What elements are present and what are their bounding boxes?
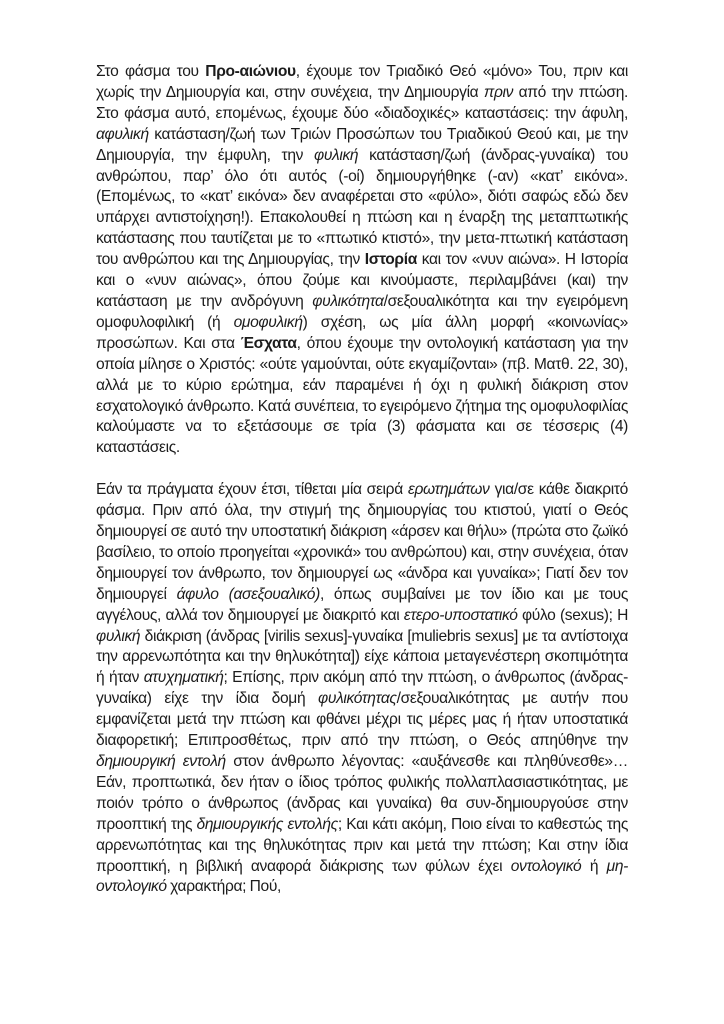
text-run: για/σε κάθε διακριτό φάσμα. Πριν από όλα, την στιγμή της δημιουργίας του κτιστού, γιατί ο Θεός δημιουργεί σε αυτό την υποστατική διάκριση «άρσεν και θήλυ» (πρώτα στο ζωϊκό βασίλειο, το οποίο προηγείται «χρονικά» του ανθρώπου) και, στην συνέχεια, όταν δημιουργεί τον άνθρωπο, τον δημιουργεί ως «άνδρα και γυναίκα»; Γιατί δεν τον δημιουργεί [96,481,628,603]
italic-term: πριν [483,83,514,101]
text-run: /σεξουαλικότητας με αυτήν που εμφανίζεται μετά την πτώση και φθάνει μέχρι τις μέρες μας ή ήταν υποστατικά διαφορετική; Επιπροσθέτως, πριν από την πτώση, ο Θεός απηύθηνε την [96,690,628,750]
italic-term: αφυλική [96,125,149,143]
italic-term: ερωτημάτων [407,481,490,499]
text-run: από την πτώση. Στο φάσμα αυτό, επομένως, έχουμε δύο «διαδοχικές» καταστάσεις: την άφυλη, [96,83,628,122]
text-run: Στο φάσμα του [96,63,206,80]
bold-term: Έσχατα [240,334,297,352]
text-run: ή [581,857,607,875]
italic-term: δημιουργική εντολή [96,753,226,770]
italic-term: μη-οντολογικό [96,857,628,896]
text-run: φύλο (sexus); Η [517,606,628,624]
italic-term: φυλική [314,146,359,164]
text-run: ; Και κάτι ακόμη, Ποιο είναι το καθεστώς της αρρενωπότητας και της θηλυκότητας πριν και μετά την πτώση; Και στην ίδια προοπτική, η βιβλική αναφορά διάκρισης των φύλων έχει [96,815,628,875]
text-run: Εάν τα πράγματα έχουν έτσι, τίθεται μία σειρά [96,481,408,499]
paragraph [96,62,628,459]
text-run: ) σχέση, ως μία άλλη μορφή «κοινωνίας» προσώπων. Και στα [96,313,628,352]
text-run: , έχουμε τον Τριαδικό Θεό «μόνο» Του, πριν και χωρίς την Δημιουργία και, στην συνέχεια, την Δημιουργία [96,63,629,101]
paragraph [96,480,628,898]
text-run: και τον «νυν αιώνα». Η Ιστορία και ο «νυν αιώνας», όπου ζούμε και κινούμαστε, περιλαμβάνει (και) την κατάσταση με την ανδρόγυνη [96,251,628,310]
text-run: /σεξουαλικότητα και την εγειρόμενη ομοφυλοφιλική (ή [96,292,628,331]
italic-term: οντολογικό [510,857,582,875]
italic-term: δημιουργικής εντολής [196,815,338,833]
bold-term: Προ-αιώνιου [205,63,296,80]
text-run: στον άνθρωπο λέγοντας: «αυξάνεσθε και πληθύνεσθε»… Εάν, προπτωτικά, δεν ήταν ο ίδιος τρόπος φυλικής πολλαπλασιαστικότητας, με ποιόν τρόπο ο άνθρωπος (άνδρας και γυναίκα) θα συν-δημιουργούσε στην προοπτική της [96,753,628,833]
text-run: διάκριση (άνδρας [virilis sexus]-γυναίκα [muliebris sexus] με τα αντίστοιχα την αρρενωπότητα και την θηλυκότητα]) είχε κάποια μεταγενέστερη σκοπιμότητα ή ήταν [96,627,628,687]
italic-term: φυλικότητα [312,292,384,310]
text-run: κατάσταση/ζωή (άνδρας-γυναίκα) του ανθρώπου, παρ’ όλο ότι αυτός (-οί) δημιουργήθηκε (-αν) «κατ’ εικόνα». (Επομένως, το «κατ’ εικόνα» δεν αναφέρεται στο «φύλο», διότι σαφώς εδώ δεν υπάρχει αντιστοίχηση!). Επακολουθεί η πτώση και η έναρξη της μεταπτωτικής κατάστασης που ταυτίζεται με το «πτωτικό κτιστό», την μετα-πτωτική κατάσταση του ανθρώπου και της Δημιουργίας, την [96,146,628,269]
italic-term: φυλικότητας [318,690,397,708]
bold-term: Ιστορία [364,251,417,269]
italic-term: ατυχηματική [143,669,224,687]
document-page [96,62,628,919]
text-run: κατάσταση/ζωή των Τριών Προσώπων του Τριαδικού Θεού και, με την Δημιουργία, την έμφυλη, την [96,125,628,164]
text-run: , όπως συμβαίνει με τον ίδιο και με τους αγγέλους, αλλά τον δημιουργεί με διακριτό και [96,585,628,624]
text-run: , όπου έχουμε την οντολογική κατάσταση για την οποία μίλησε ο Χριστός: «ούτε γαμούνται, ούτε εκγαμίζονται» (πβ. Ματθ. 22, 30), αλλά με το κύριο ερώτημα, εάν παραμένει ή όχι η φυλική διάκριση στον εσχατολογικό άνθρωπο. Κατά συνέπεια, το εγειρόμενο ζήτημα της ομοφυλοφιλίας καλούμαστε να το εξετάσουμε σε τρία (3) φάσματα και σε τέσσερις (4) καταστάσεις. [96,334,628,457]
italic-term: άφυλο (ασεξουαλικό) [176,585,320,603]
text-run: χαρακτήρα; Πού, [166,878,282,896]
italic-term: ετερο-υποστατικό [403,606,518,624]
italic-term: φυλική [96,627,141,645]
italic-term: ομοφυλική [233,313,303,331]
text-run: ; Επίσης, πριν ακόμη από την πτώση, ο άνθρωπος (άνδρας-γυναίκα) είχε την ίδια δομή [96,669,629,708]
